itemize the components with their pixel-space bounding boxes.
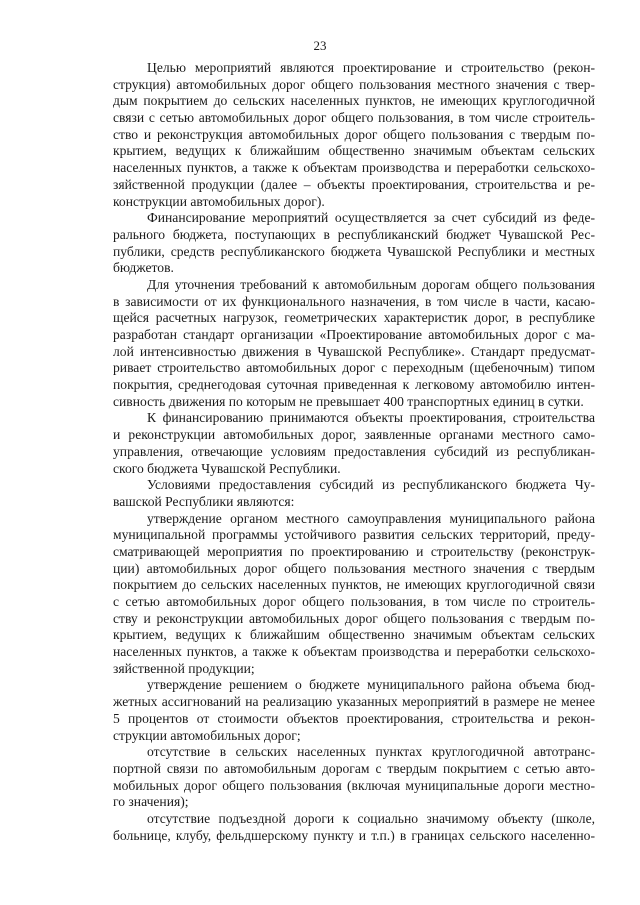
text-line: ство и реконструкция автомобильных дорог общего пользования с твердым по- — [113, 126, 595, 142]
text-line: мобильных дорог общего пользования (включая муниципальные дороги местно- — [113, 777, 595, 793]
text-line: Для уточнения требований к автомобильным дорогам общего пользования — [147, 276, 595, 292]
text-line: сивность движения по которым не превышает 400 транспортных единиц в сутки. — [113, 393, 584, 409]
text-line: струкция) автомобильных дорог общего пользования местного значения с твер- — [113, 76, 595, 92]
text-line: конструкции автомобильных дорог). — [113, 193, 325, 209]
text-line: ции) автомобильных дорог общего пользования местного значения с твердым — [113, 560, 595, 576]
text-line: отсутствие подъездной дороги к социально значимому объекту (школе, — [147, 810, 595, 826]
text-line: го значения); — [113, 794, 189, 810]
text-line: разработан стандарт организации «Проектирование автомобильных дорог с ма- — [113, 327, 595, 342]
text-line: сматривающей мероприятия по проектированию и строительству (реконструк- — [113, 543, 595, 559]
text-line: больнице, клубу, фельдшерскому пункту и т.п.) в границах сельского населенно- — [113, 827, 595, 843]
paragraph — [113, 811, 595, 844]
text-line: населенных пунктов, а также к объектам производства и переработки сельскохо- — [113, 160, 595, 176]
text-line: зяйственной продукции (далее – объекты проектирования, строительства и ре- — [113, 176, 595, 192]
page-number: 23 — [313, 38, 327, 53]
paragraph — [113, 511, 595, 678]
text-line: ству и реконструкции автомобильных дорог общего пользования с твердым по- — [113, 610, 595, 626]
text-line: отсутствие в сельских населенных пунктах круглогодичной автотранс- — [147, 744, 595, 760]
paragraph — [113, 277, 595, 411]
text-line: связи с сетью автомобильных дорог общего пользования, в том числе строитель- — [113, 110, 595, 126]
text-line: дым покрытием до сельских населенных пунктов, не имеющих круглогодичной — [113, 93, 595, 109]
text-line: Финансирование мероприятий осуществляется за счет субсидий из феде- — [147, 210, 595, 226]
text-line: управления, отвечающие условиям предоставления субсидий из республикан- — [113, 443, 595, 459]
text-line: Условиями предоставления субсидий из республиканского бюджета Чу- — [147, 477, 595, 493]
text-line: населенных пунктов, а также к объектам производства и переработки сельскохо- — [113, 644, 595, 660]
text-line: покрытия, среднегодовая суточная приведенная к легковому автомобилю интен- — [113, 377, 595, 393]
text-line: 5 процентов от стоимости объектов проектирования, строительства и рекон- — [113, 710, 595, 726]
text-line: вашской Республики являются: — [113, 493, 295, 509]
text-line: жетных ассигнований на реализацию указанных мероприятий в размере не менее — [113, 694, 595, 710]
paragraph — [113, 677, 595, 744]
text-line: К финансированию принимаются объекты проектирования, строительства — [147, 410, 595, 426]
paragraph — [113, 744, 595, 811]
text-line: струкции автомобильных дорог; — [113, 727, 301, 743]
text-line: публики, средств республиканского бюджета Чувашской Республики и местных — [113, 243, 595, 259]
paragraph — [113, 60, 595, 210]
text-line: утверждение решением о бюджете муниципального района объема бюд- — [147, 677, 595, 693]
text-line: в зависимости от их функционального назначения, в том числе в части, касаю- — [113, 293, 595, 309]
paragraph — [113, 410, 595, 477]
text-line: с сетью автомобильных дорог общего пользования, в том числе по строитель- — [113, 594, 595, 609]
text-line: ского бюджета Чувашской Республики. — [113, 460, 341, 476]
text-line: лой интенсивностью движения в Чувашской Республике». Стандарт предусмат- — [113, 343, 595, 359]
paragraph — [113, 210, 595, 277]
text-line: Целью мероприятий являются проектирование и строительство (рекон- — [147, 60, 595, 75]
text-line: крытием, ведущих к ближайшим общественно значимым объектам сельских — [113, 143, 595, 159]
paragraph — [113, 477, 595, 510]
text-line: крытием, ведущих к ближайшим общественно значимым объектам сельских — [113, 627, 595, 643]
text-line: бюджетов. — [113, 260, 174, 276]
text-line: щейся расчетных нагрузок, геометрических характеристик дорог, в республике — [113, 310, 595, 326]
text-line: муниципальной программы устойчивого развития сельских территорий, преду- — [113, 527, 595, 543]
document-body — [113, 60, 595, 844]
text-line: утверждение органом местного самоуправления муниципального района — [147, 510, 595, 526]
text-line: ривает строительство автомобильных дорог с переходным (щебеночным) типом — [113, 360, 595, 376]
text-line: рального бюджета, поступающих в республиканский бюджет Чувашской Рес- — [113, 226, 595, 242]
text-line: покрытием до сельских населенных пунктов, не имеющих круглогодичной связи — [113, 577, 595, 593]
text-line: зяйственной продукции; — [113, 660, 255, 676]
text-line: портной связи по автомобильным дорогам с твердым покрытием с сетью авто- — [113, 760, 595, 776]
text-line: и реконструкции автомобильных дорог, заявленные органами местного само- — [113, 427, 595, 443]
